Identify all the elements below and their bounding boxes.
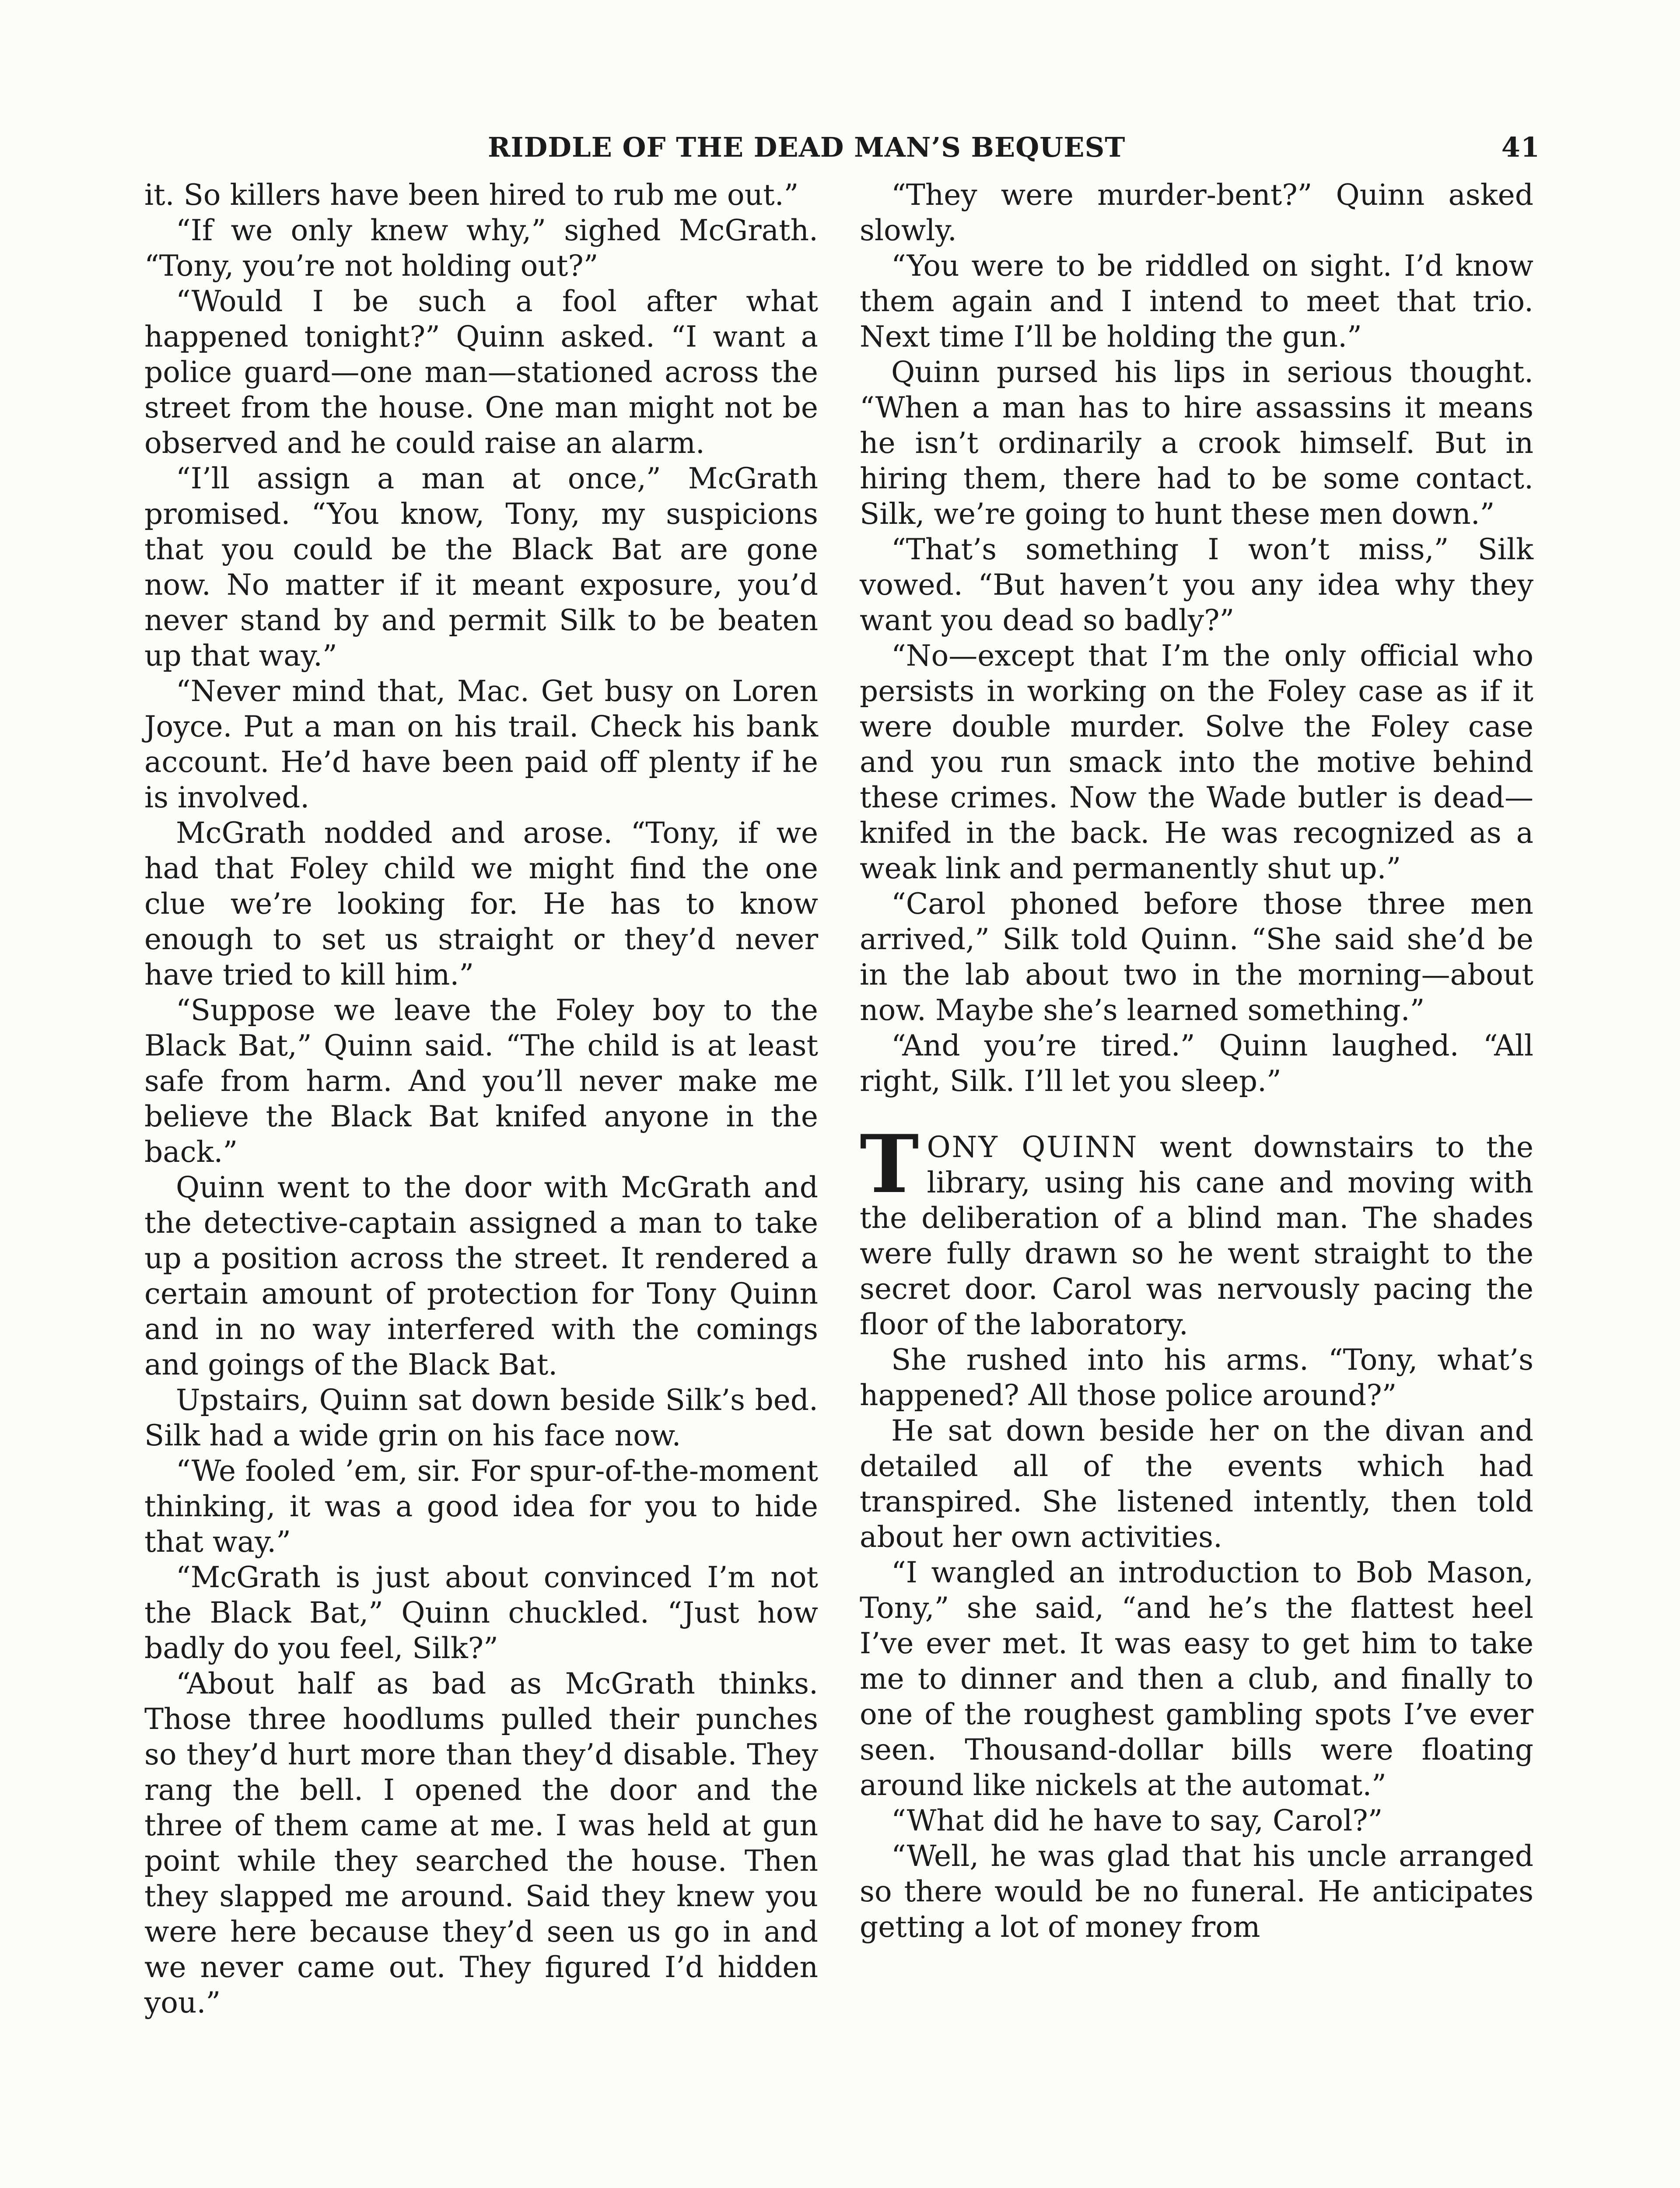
page-number: 41	[1501, 131, 1540, 163]
paragraph: McGrath nodded and arose. “Tony, if we had that Foley child we might find the one clue we’re looking for. He has to know enough to set us straight or they’d never have tried to kill him.”	[144, 816, 818, 992]
paragraph: “And you’re tired.” Quinn laughed. “All right, Silk. I’ll let you sleep.”	[860, 1029, 1533, 1098]
left-column	[144, 177, 818, 2020]
paragraph: “That’s something I won’t miss,” Silk vowed. “But haven’t you any idea why they want you dead so badly?”	[860, 533, 1533, 637]
paragraph: “Would I be such a fool after what happened tonight?” Quinn asked. “I want a police guard—one man—stationed across the street from the house. One man might not be observed and he could raise an alarm.	[144, 284, 818, 460]
paragraph: Quinn went to the door with McGrath and the detective-captain assigned a man to take up a position across the street. It rendered a certain amount of protection for Tony Quinn and in no way interfered with the comings and goings of the Black Bat.	[144, 1171, 818, 1382]
paragraph: Upstairs, Quinn sat down beside Silk’s bed. Silk had a wide grin on his face now.	[144, 1383, 818, 1452]
paragraph: “Never mind that, Mac. Get busy on Loren Joyce. Put a man on his trail. Check his bank account. He’d have been paid off plenty if he is involved.	[144, 674, 818, 814]
paragraph: “Carol phoned before those three men arrived,” Silk told Quinn. “She said she’d be in the lab about two in the morning—about now. Maybe she’s learned something.”	[860, 887, 1533, 1027]
drop-cap: T	[860, 1117, 919, 1211]
right-column	[860, 177, 1533, 1945]
paragraph: “What did he have to say, Carol?”	[891, 1804, 1383, 1837]
paragraph: “If we only knew why,” sighed McGrath. “Tony, you’re not holding out?”	[144, 214, 818, 283]
paragraph: He sat down beside her on the divan and detailed all of the events which had transpired. She listened intently, then told about her own activities.	[860, 1414, 1533, 1554]
section-opening-paragraph	[860, 1117, 1533, 1342]
paragraph: “I’ll assign a man at once,” McGrath promised. “You know, Tony, my suspicions that you could be the Black Bat are gone now. No matter if it meant exposure, you’d never stand by and permit Silk to be beaten up that way.”	[144, 462, 818, 673]
running-header	[144, 131, 1540, 171]
lead-in: ONY QUINN	[927, 1130, 1138, 1164]
paragraph: it. So killers have been hired to rub me out.”	[144, 178, 799, 212]
paragraph: “Well, he was glad that his uncle arranged so there would be no funeral. He anticipates getting a lot of money from	[860, 1839, 1533, 1944]
paragraph: Quinn pursed his lips in serious thought. “When a man has to hire assassins it means he isn’t ordinarily a crook himself. But in hiring them, there had to be some contact. Silk, we’re going to hunt these men down.”	[860, 355, 1533, 531]
running-title: RIDDLE OF THE DEAD MAN’S BEQUEST	[488, 131, 1126, 163]
paragraph: “Suppose we leave the Foley boy to the Black Bat,” Quinn said. “The child is at least safe from harm. And you’ll never make me believe the Black Bat knifed anyone in the back.”	[144, 993, 818, 1169]
paragraph: “McGrath is just about convinced I’m not the Black Bat,” Quinn chuckled. “Just how badly do you feel, Silk?”	[144, 1560, 818, 1665]
paragraph: “No—except that I’m the only official who persists in working on the Foley case as if it were double murder. Solve the Foley case and you run smack into the motive behind these crimes. Now the Wade butler is dead—knifed in the back. He was recognized as a weak link and permanently shut up.”	[860, 639, 1533, 885]
lead-paragraph-text: went downstairs to the library, using his cane and moving with the deliberation of a blind man. The shades were fully drawn so he went straight to the secret door. Carol was nervously pacing the floor of the laboratory.	[860, 1130, 1533, 1341]
paragraph: She rushed into his arms. “Tony, what’s happened? All those police around?”	[860, 1343, 1533, 1412]
paragraph: “They were murder-bent?” Quinn asked slowly.	[860, 178, 1533, 247]
paragraph: “You were to be riddled on sight. I’d know them again and I intend to meet that trio. Next time I’ll be holding the gun.”	[860, 249, 1533, 354]
paragraph: “About half as bad as McGrath thinks. Those three hoodlums pulled their punches so they’d hurt more than they’d disable. They rang the bell. I opened the door and the three of them came at me. I was held at gun point while they searched the house. Then they slapped me around. Said they knew you were here because they’d seen us go in and we never came out. They figured I’d hidden you.”	[144, 1667, 818, 2020]
paragraph: “We fooled ’em, sir. For spur-of-the-moment thinking, it was a good idea for you to hide that way.”	[144, 1454, 818, 1559]
section-break	[860, 1099, 1533, 1129]
paragraph: “I wangled an introduction to Bob Mason, Tony,” she said, “and he’s the flattest heel I’ve ever met. It was easy to get him to take me to dinner and then a club, and finally to one of the roughest gambling spots I’ve ever seen. Thousand-dollar bills were floating around like nickels at the automat.”	[860, 1556, 1533, 1802]
